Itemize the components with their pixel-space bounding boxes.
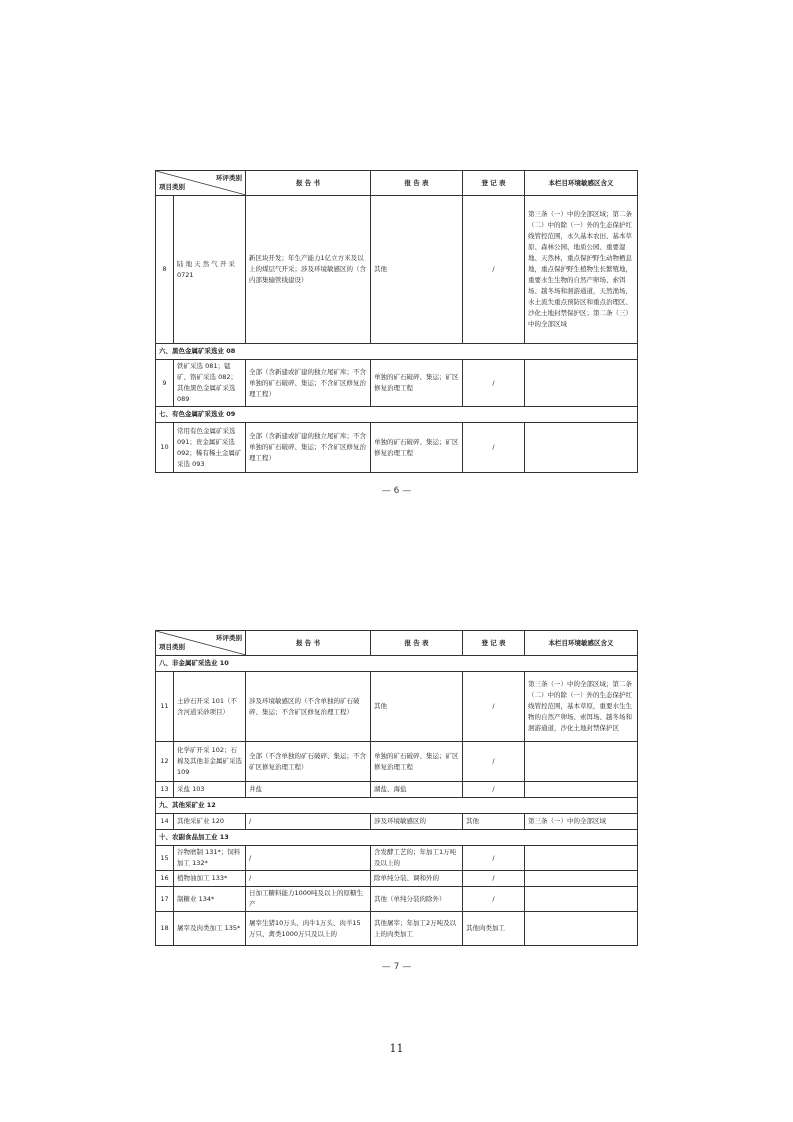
table-row	[156, 782, 638, 798]
footer-page-number: 11	[389, 1042, 404, 1055]
report-table-cell: 其他（单纯分装的除外）	[371, 887, 463, 912]
registration-cell: /	[463, 846, 525, 871]
section-row	[156, 798, 638, 814]
report-book-cell: 日加工糖料能力1000吨及以上的原糖生产	[246, 887, 371, 912]
report-book-cell: 新区块开发；年生产能力1亿立方米及以上的煤层气开采；涉及环境敏感区的（含内部集输管线建设）	[246, 196, 371, 344]
report-book-cell: 涉及环境敏感区的（不含单独的矿石破碎、集运；不含矿区修复治理工程）	[246, 672, 371, 742]
row-number: 17	[156, 887, 174, 912]
registration-cell: /	[463, 871, 525, 887]
table-row	[156, 360, 638, 407]
section-title: 七、有色金属矿采选业 09	[156, 407, 638, 423]
report-book-cell: 井盐	[246, 782, 371, 798]
project-name: 土砂石开采 101（不含河道采砂项目）	[174, 672, 246, 742]
sensitive-cell	[525, 782, 638, 798]
report-table-cell: 其他屠宰；年加工2万吨及以上的肉类加工	[371, 912, 463, 946]
row-number: 15	[156, 846, 174, 871]
registration-cell: /	[463, 887, 525, 912]
project-name: 化学矿开采 102；石棉及其他非金属矿采选 109	[174, 742, 246, 782]
registration-cell: /	[463, 360, 525, 407]
project-name: 铁矿采选 081；锰矿、铬矿采选 082；其他黑色金属矿采选 089	[174, 360, 246, 407]
row-number: 9	[156, 360, 174, 407]
report-table-cell: 湖盐、海盐	[371, 782, 463, 798]
corner-top-label: 环评类别	[216, 174, 242, 182]
table-row	[156, 912, 638, 946]
sensitive-cell: 第三条（一）中的全部区域；第二条（二）中的除（一）外的生态保护红线管控范围，永久基本农田、基本草原、森林公园、地质公园、重要湿地、天然林，重点保护野生动物栖息地，重点保护野生植物生长繁殖地，重要水生生物的自然产卵场、索饵场、越冬场和洄游通道，天然渔场，水土流失重点预防区和重点治理区、沙化土地封禁保护区；第二条（三）中的全部区域	[525, 196, 638, 344]
corner-bottom-label: 项目类别	[159, 183, 185, 191]
report-table-cell: 含发酵工艺的；年加工1万吨及以上的	[371, 846, 463, 871]
registration-cell: 其他	[463, 814, 525, 830]
report-table-cell: 其他	[371, 196, 463, 344]
registration-cell: /	[463, 196, 525, 344]
sensitive-cell	[525, 423, 638, 473]
report-table-cell: 单独的矿石破碎、集运；矿区修复治理工程	[371, 742, 463, 782]
section-row	[156, 344, 638, 360]
sensitive-cell: 第三条（一）中的全部区域；第二条（二）中的除（一）外的生态保护红线管控范围，基本草原，重要水生生物的自然产卵场、索饵场、越冬场和洄游通道，沙化土地封禁保护区	[525, 672, 638, 742]
row-number: 11	[156, 672, 174, 742]
sensitive-cell	[525, 846, 638, 871]
section-title: 八、非金属矿采选业 10	[156, 656, 638, 672]
registration-cell: /	[463, 742, 525, 782]
corner-bottom-label: 项目类别	[159, 643, 185, 651]
corner-header-cell	[156, 171, 246, 196]
report-book-cell: 全部（不含单独的矿石破碎、集运；不含矿区修复治理工程）	[246, 742, 371, 782]
section-title: 九、其他采矿业 12	[156, 798, 638, 814]
section-row	[156, 656, 638, 672]
table-row	[156, 423, 638, 473]
row-number: 8	[156, 196, 174, 344]
sensitive-cell: 第三条（一）中的全部区域	[525, 814, 638, 830]
sensitive-header: 本栏目环境敏感区含义	[525, 631, 638, 656]
report-book-header: 报 告 书	[246, 631, 371, 656]
project-name: 植物油加工 133*	[174, 871, 246, 887]
row-number: 18	[156, 912, 174, 946]
page-number-6: — 6 —	[381, 486, 412, 496]
project-name: 屠宰及肉类加工 135*	[174, 912, 246, 946]
report-book-cell: /	[246, 846, 371, 871]
report-table-cell: 涉及环境敏感区的	[371, 814, 463, 830]
table-row	[156, 814, 638, 830]
report-book-header: 报 告 书	[246, 171, 371, 196]
registration-header: 登 记 表	[463, 171, 525, 196]
row-number: 10	[156, 423, 174, 473]
report-book-cell: 屠宰生猪10万头、肉牛1万头、肉羊15万只、禽类1000万只及以上的	[246, 912, 371, 946]
sensitive-cell	[525, 742, 638, 782]
sensitive-cell	[525, 871, 638, 887]
project-name: 陆 地 天 然 气 开 采 0721	[174, 196, 246, 344]
corner-top-label: 环评类别	[216, 634, 242, 642]
report-table-cell: 其他	[371, 672, 463, 742]
project-name: 制糖业 134*	[174, 887, 246, 912]
table-row	[156, 871, 638, 887]
registration-cell: 其他肉类加工	[463, 912, 525, 946]
report-table-header: 报 告 表	[371, 631, 463, 656]
report-book-cell: 全部（含新建或扩建的独立尾矿库；不含单独的矿石破碎、集运；不含矿区修复治理工程）	[246, 423, 371, 473]
section-row	[156, 830, 638, 846]
table-row	[156, 887, 638, 912]
registration-cell: /	[463, 423, 525, 473]
sensitive-cell	[525, 887, 638, 912]
report-table-cell: 单独的矿石破碎、集运；矿区修复治理工程	[371, 423, 463, 473]
project-name: 其他采矿业 120	[174, 814, 246, 830]
registration-cell: /	[463, 782, 525, 798]
sensitive-cell	[525, 360, 638, 407]
section-title: 十、农副食品加工业 13	[156, 830, 638, 846]
table-page-7	[155, 630, 638, 946]
registration-cell: /	[463, 672, 525, 742]
row-number: 16	[156, 871, 174, 887]
page-number-7: — 7 —	[381, 962, 412, 972]
table-row	[156, 672, 638, 742]
project-name: 谷物磨制 131*；饲料加工 132*	[174, 846, 246, 871]
report-book-cell: /	[246, 814, 371, 830]
project-name: 采盐 103	[174, 782, 246, 798]
report-table-cell: 单独的矿石破碎、集运；矿区修复治理工程	[371, 360, 463, 407]
section-row	[156, 407, 638, 423]
table-row	[156, 846, 638, 871]
report-table-header: 报 告 表	[371, 171, 463, 196]
table-row	[156, 196, 638, 344]
sensitive-header: 本栏目环境敏感区含义	[525, 171, 638, 196]
report-book-cell: 全部（含新建或扩建的独立尾矿库；不含单独的矿石破碎、集运；不含矿区修复治理工程）	[246, 360, 371, 407]
project-name: 常用有色金属矿采选 091；贵金属矿采选 092；稀有稀土金属矿采选 093	[174, 423, 246, 473]
table-page-6	[155, 170, 638, 473]
section-title: 六、黑色金属矿采选业 08	[156, 344, 638, 360]
header-row	[156, 171, 638, 196]
row-number: 13	[156, 782, 174, 798]
table-row	[156, 742, 638, 782]
report-book-cell: /	[246, 871, 371, 887]
corner-header-cell	[156, 631, 246, 656]
row-number: 14	[156, 814, 174, 830]
report-table-cell: 除单纯分装、调和外的	[371, 871, 463, 887]
registration-header: 登 记 表	[463, 631, 525, 656]
sensitive-cell	[525, 912, 638, 946]
header-row	[156, 631, 638, 656]
row-number: 12	[156, 742, 174, 782]
